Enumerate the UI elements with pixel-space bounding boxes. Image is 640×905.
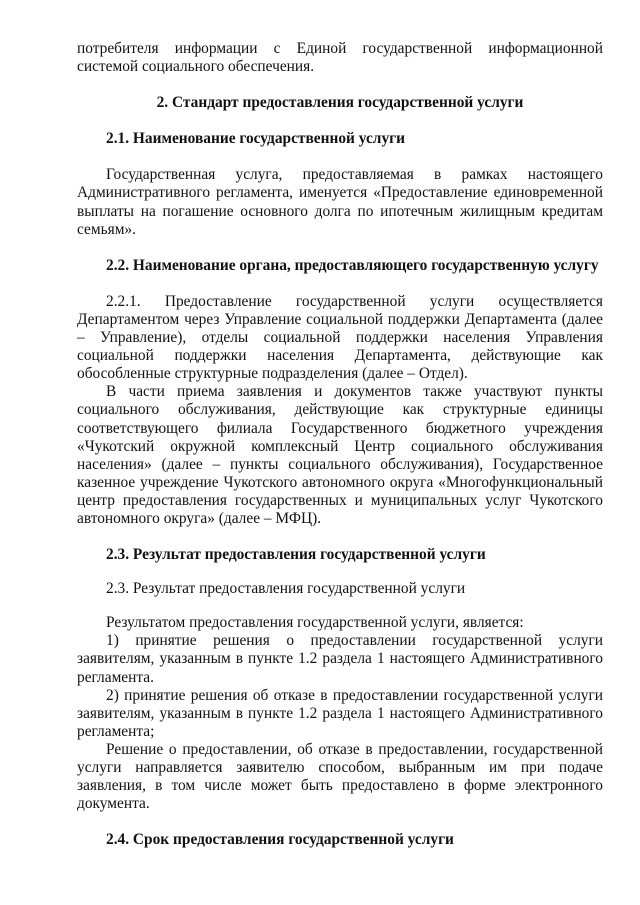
subsection-2-1-paragraph: Государственная услуга, предоставляемая в рамках настоящего Административного регламента, именуется «Предоставление единовременной выплаты на погашение основного долга по ипотечным жилищным кредитам семьям». <box>77 166 603 238</box>
result-lead-line: Результатом предоставления государственной услуги, является: <box>106 614 524 632</box>
intro-paragraph: потребителя информации с Единой государственной информационной системой социального обеспечения. <box>77 40 603 76</box>
result-item-2: 2) принятие решения об отказе в предоставлении государственной услуги заявителям, указанным в пункте 1.2 раздела 1 настоящего Административного регламента; <box>77 686 603 740</box>
subsection-2-2-paragraph-2: В части приема заявления и документов также участвуют пункты социального обслуживания, действующие как структурные единицы соответствующего филиала Государственного бюджетного учреждения «Чукотский окружной комплексный Центр социального обслуживания населения» (далее – пункты социального обслуживания), Государственное казенное учреждение Чукотского автономного округа «Многофункциональный центр предоставления государственных и муниципальных услуг Чукотского автономного округа» (далее – МФЦ). <box>77 383 603 527</box>
result-closing-paragraph: Решение о предоставлении, об отказе в предоставлении, государственной услуги направляется заявителю способом, выбранным им при подаче заявления, в том числе может быть предоставлено в форме электронного документа. <box>77 740 603 813</box>
subsection-2-1-title: 2.1. Наименование государственной услуги <box>106 130 405 148</box>
subsection-2-2-1-paragraph: 2.2.1. Предоставление государственной услуги осуществляется Департаментом через Управление социальной поддержки Департамента (далее – Управление), отделы социальной поддержки населения Управления социальной поддержки населения Департамента, действующие как обособленные структурные подразделения (далее – Отдел). <box>77 292 603 383</box>
section-2-title: 2. Стандарт предоставления государственной услуги <box>156 94 524 112</box>
subsection-2-2-title: 2.2. Наименование органа, предоставляющего государственную услугу <box>106 256 599 274</box>
subsection-2-3-title: 2.3. Результат предоставления государственной услуги <box>106 546 486 564</box>
result-item-1: 1) принятие решения о предоставлении государственной услуги заявителям, указанным в пункте 1.2 раздела 1 настоящего Административного регламента. <box>77 632 603 686</box>
subsection-2-3-repeat-line: 2.3. Результат предоставления государственной услуги <box>106 580 466 598</box>
subsection-2-4-title: 2.4. Срок предоставления государственной услуги <box>106 831 454 849</box>
